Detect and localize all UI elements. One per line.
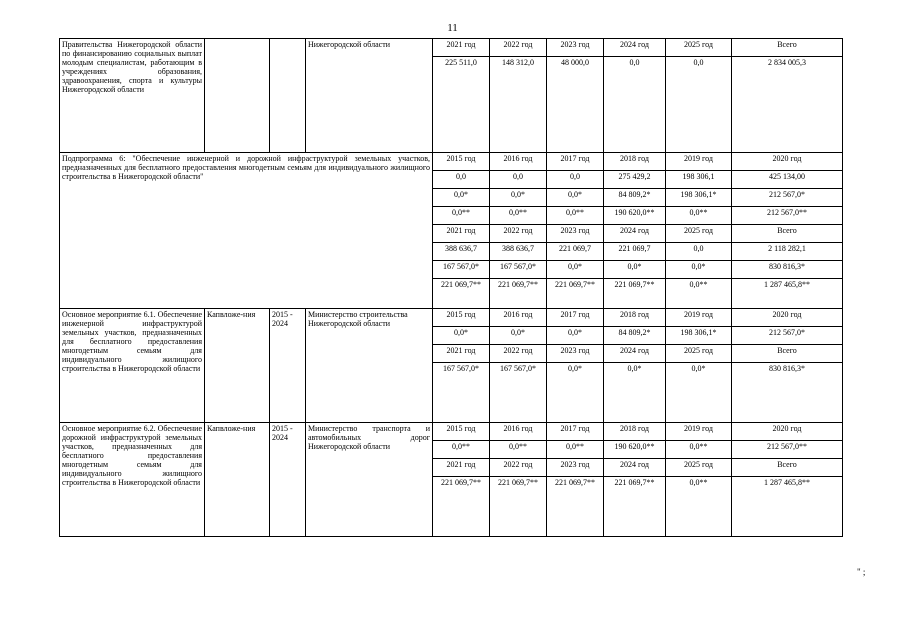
value-cell: 1 287 465,8** bbox=[732, 477, 843, 537]
executor-cell: Министерство транспорта и автомобильных дорог Нижегородской области bbox=[306, 423, 433, 537]
table-row bbox=[60, 153, 843, 171]
total-header: Всего bbox=[732, 459, 843, 477]
value-cell: 221 069,7** bbox=[490, 477, 547, 537]
year-header: 2024 год bbox=[604, 345, 666, 363]
footer-mark: " ; bbox=[857, 567, 866, 577]
value-cell: 0,0** bbox=[666, 279, 732, 309]
value-cell: 0,0 bbox=[604, 57, 666, 153]
value-cell: 0,0* bbox=[490, 327, 547, 345]
year-header: 2015 год bbox=[433, 309, 490, 327]
value-cell: 167 567,0* bbox=[433, 261, 490, 279]
program-finance-table bbox=[59, 38, 843, 537]
value-cell: 0,0* bbox=[433, 189, 490, 207]
year-header: 2015 год bbox=[433, 153, 490, 171]
value-cell: 0,0* bbox=[547, 327, 604, 345]
value-cell: 0,0* bbox=[666, 261, 732, 279]
value-cell: 190 620,0** bbox=[604, 441, 666, 459]
year-header: 2019 год bbox=[666, 309, 732, 327]
value-cell: 221 069,7** bbox=[604, 279, 666, 309]
executor-cell: Министерство строительства Нижегородской области bbox=[306, 309, 433, 423]
value-cell: 0,0* bbox=[547, 363, 604, 423]
year-header: 2024 год bbox=[604, 225, 666, 243]
year-header: 2021 год bbox=[433, 39, 490, 57]
table-row bbox=[60, 39, 843, 57]
year-header: 2018 год bbox=[604, 309, 666, 327]
value-cell: 0,0** bbox=[666, 441, 732, 459]
page-number: 11 bbox=[447, 22, 458, 34]
value-cell: 0,0** bbox=[547, 207, 604, 225]
value-cell: 225 511,0 bbox=[433, 57, 490, 153]
value-cell: 830 816,3* bbox=[732, 363, 843, 423]
year-header: 2023 год bbox=[547, 39, 604, 57]
value-cell: 0,0* bbox=[604, 363, 666, 423]
value-cell: 0,0* bbox=[666, 363, 732, 423]
measure-name-cell: Правительства Нижегородской области по финансированию социальных выплат молодым специалистам, работающим в учреждениях образования, здравоохранения, спорта и культуры Нижегородской области bbox=[60, 39, 205, 153]
funding-type-cell: Капвложе-ния bbox=[205, 423, 270, 537]
value-cell: 221 069,7** bbox=[490, 279, 547, 309]
value-cell: 221 069,7 bbox=[604, 243, 666, 261]
value-cell: 1 287 465,8** bbox=[732, 279, 843, 309]
funding-type-cell: Капвложе-ния bbox=[205, 309, 270, 423]
funding-type-cell bbox=[205, 39, 270, 153]
value-cell: 830 816,3* bbox=[732, 261, 843, 279]
year-header: 2025 год bbox=[666, 39, 732, 57]
value-cell: 221 069,7** bbox=[433, 477, 490, 537]
year-header: 2020 год bbox=[732, 309, 843, 327]
value-cell: 84 809,2* bbox=[604, 327, 666, 345]
value-cell: 212 567,0* bbox=[732, 189, 843, 207]
total-header: Всего bbox=[732, 345, 843, 363]
year-header: 2021 год bbox=[433, 459, 490, 477]
value-cell: 48 000,0 bbox=[547, 57, 604, 153]
value-cell: 221 069,7** bbox=[547, 477, 604, 537]
value-cell: 84 809,2* bbox=[604, 189, 666, 207]
period-cell: 2015 - 2024 bbox=[270, 423, 306, 537]
table-row bbox=[60, 309, 843, 327]
year-header: 2022 год bbox=[490, 345, 547, 363]
year-header: 2021 год bbox=[433, 345, 490, 363]
year-header: 2018 год bbox=[604, 153, 666, 171]
year-header: 2017 год bbox=[547, 423, 604, 441]
value-cell: 0,0* bbox=[547, 261, 604, 279]
year-header: 2017 год bbox=[547, 309, 604, 327]
year-header: 2025 год bbox=[666, 345, 732, 363]
total-header: Всего bbox=[732, 225, 843, 243]
value-cell: 190 620,0** bbox=[604, 207, 666, 225]
value-cell: 212 567,0** bbox=[732, 441, 843, 459]
value-cell: 148 312,0 bbox=[490, 57, 547, 153]
year-header: 2022 год bbox=[490, 225, 547, 243]
value-cell: 198 306,1 bbox=[666, 171, 732, 189]
value-cell: 0,0 bbox=[666, 243, 732, 261]
value-cell: 212 567,0** bbox=[732, 207, 843, 225]
year-header: 2025 год bbox=[666, 225, 732, 243]
year-header: 2023 год bbox=[547, 225, 604, 243]
measure-name-cell: Основное мероприятие 6.2. Обеспечение дорожной инфраструктурой земельных участков, предназначенных для бесплатного предоставления многодетным семьям для индивидуального жилищного строительства в Нижегородской области bbox=[60, 423, 205, 537]
year-header: 2018 год bbox=[604, 423, 666, 441]
year-header: 2015 год bbox=[433, 423, 490, 441]
period-cell: 2015 - 2024 bbox=[270, 309, 306, 423]
year-header: 2023 год bbox=[547, 345, 604, 363]
year-header: 2016 год bbox=[490, 309, 547, 327]
executor-cell: Нижегородской области bbox=[306, 39, 433, 153]
period-cell bbox=[270, 39, 306, 153]
year-header: 2020 год bbox=[732, 153, 843, 171]
value-cell: 275 429,2 bbox=[604, 171, 666, 189]
value-cell: 167 567,0* bbox=[490, 261, 547, 279]
value-cell: 221 069,7** bbox=[547, 279, 604, 309]
total-header: Всего bbox=[732, 39, 843, 57]
value-cell: 0,0 bbox=[547, 171, 604, 189]
value-cell: 198 306,1* bbox=[666, 327, 732, 345]
year-header: 2016 год bbox=[490, 423, 547, 441]
year-header: 2016 год bbox=[490, 153, 547, 171]
value-cell: 0,0 bbox=[666, 57, 732, 153]
value-cell: 221 069,7** bbox=[604, 477, 666, 537]
value-cell: 221 069,7** bbox=[433, 279, 490, 309]
value-cell: 198 306,1* bbox=[666, 189, 732, 207]
value-cell: 0,0* bbox=[433, 327, 490, 345]
year-header: 2025 год bbox=[666, 459, 732, 477]
value-cell: 167 567,0* bbox=[433, 363, 490, 423]
year-header: 2019 год bbox=[666, 423, 732, 441]
value-cell: 0,0 bbox=[490, 171, 547, 189]
year-header: 2019 год bbox=[666, 153, 732, 171]
measure-name-cell: Основное мероприятие 6.1. Обеспечение инженерной инфраструктурой земельных участков, предназначенных для бесплатного предоставления многодетным семьям для индивидуального жилищного строительства в Нижегородской области bbox=[60, 309, 205, 423]
value-cell: 0,0* bbox=[490, 189, 547, 207]
value-cell: 0,0 bbox=[433, 171, 490, 189]
year-header: 2023 год bbox=[547, 459, 604, 477]
value-cell: 221 069,7 bbox=[547, 243, 604, 261]
value-cell: 388 636,7 bbox=[490, 243, 547, 261]
value-cell: 0,0** bbox=[547, 441, 604, 459]
value-cell: 0,0** bbox=[433, 441, 490, 459]
year-header: 2022 год bbox=[490, 459, 547, 477]
value-cell: 2 834 005,3 bbox=[732, 57, 843, 153]
year-header: 2020 год bbox=[732, 423, 843, 441]
value-cell: 388 636,7 bbox=[433, 243, 490, 261]
value-cell: 212 567,0* bbox=[732, 327, 843, 345]
value-cell: 0,0** bbox=[490, 207, 547, 225]
value-cell: 0,0** bbox=[666, 477, 732, 537]
subprogram-title: Подпрограмма 6: "Обеспечение инженерной и дорожной инфраструктурой земельных участков, предназначенных для бесплатного предоставления многодетным семьям для индивидуального жилищного строительства в Нижегородской области" bbox=[60, 153, 433, 309]
year-header: 2022 год bbox=[490, 39, 547, 57]
year-header: 2024 год bbox=[604, 39, 666, 57]
year-header: 2017 год bbox=[547, 153, 604, 171]
value-cell: 2 118 282,1 bbox=[732, 243, 843, 261]
value-cell: 0,0** bbox=[433, 207, 490, 225]
value-cell: 0,0** bbox=[666, 207, 732, 225]
value-cell: 0,0* bbox=[547, 189, 604, 207]
value-cell: 425 134,00 bbox=[732, 171, 843, 189]
value-cell: 0,0** bbox=[490, 441, 547, 459]
year-header: 2024 год bbox=[604, 459, 666, 477]
table-row bbox=[60, 423, 843, 441]
value-cell: 0,0* bbox=[604, 261, 666, 279]
value-cell: 167 567,0* bbox=[490, 363, 547, 423]
year-header: 2021 год bbox=[433, 225, 490, 243]
